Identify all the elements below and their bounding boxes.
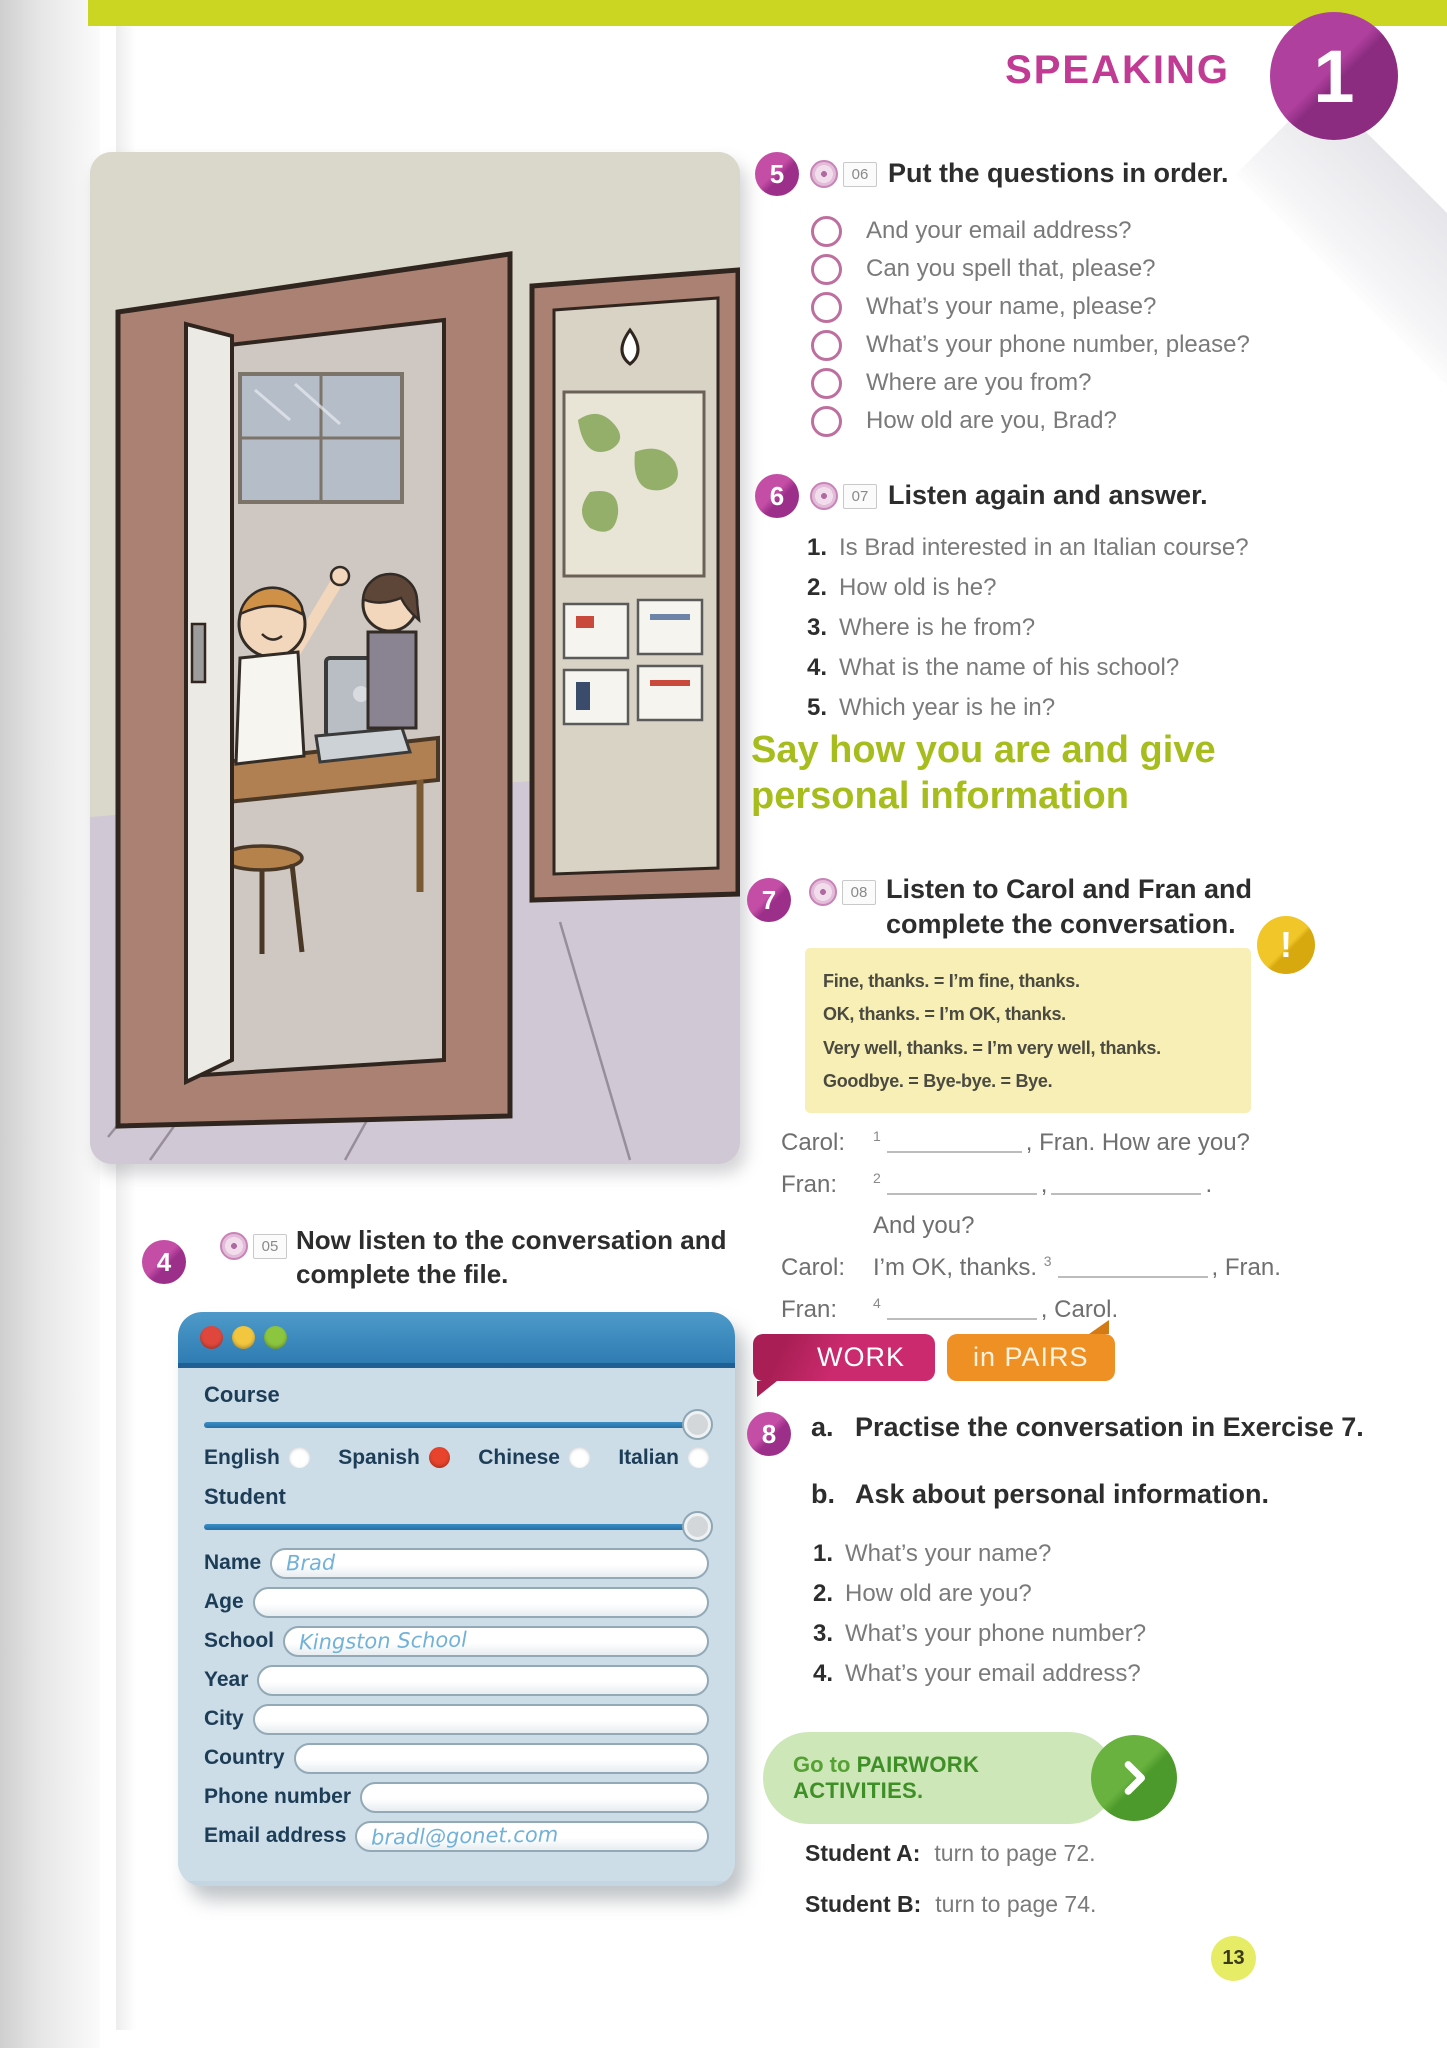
answer-order-circle[interactable] xyxy=(811,216,842,247)
conversation-text: . xyxy=(1205,1171,1213,1198)
list-item xyxy=(807,694,1249,722)
exercise-5-header xyxy=(755,152,1229,196)
language-options xyxy=(204,1446,709,1470)
exercise-number-badge: 5 xyxy=(755,152,799,196)
classroom-illustration-svg xyxy=(90,152,740,1164)
field-value: Brad xyxy=(285,1550,336,1576)
item-text: Where is he from? xyxy=(839,614,1036,641)
form-field-row xyxy=(204,1821,709,1852)
question-text: How old are you, Brad? xyxy=(866,407,1117,434)
audio-cd-icon xyxy=(809,878,837,906)
form-fields xyxy=(204,1548,709,1852)
conversation-text: , xyxy=(1040,1171,1048,1198)
exercise-number-badge: 6 xyxy=(755,474,799,518)
page-edge-shading xyxy=(0,0,100,2048)
item-text: Is Brad interested in an Italian course? xyxy=(839,534,1249,561)
language-radio[interactable] xyxy=(289,1447,310,1468)
field-input[interactable] xyxy=(270,1548,709,1579)
pairwork-arrow-button[interactable] xyxy=(1091,1735,1177,1821)
enrolment-form-window xyxy=(178,1312,735,1886)
exercise-title: Now listen to the conversation and complete the file. xyxy=(296,1225,727,1289)
blank-number: 2 xyxy=(873,1170,881,1186)
audio-track-control[interactable] xyxy=(810,160,877,188)
form-field-row xyxy=(204,1548,709,1579)
answer-blank[interactable] xyxy=(1051,1175,1201,1195)
part-label: a. xyxy=(811,1412,834,1442)
student-label: Student xyxy=(204,1483,286,1509)
order-question-row xyxy=(811,326,1250,364)
part-text: Practise the conversation in Exercise 7. xyxy=(855,1412,1364,1442)
blank-number: 3 xyxy=(1043,1253,1052,1269)
language-label: Italian xyxy=(618,1445,679,1469)
tip-line: Fine, thanks. = I’m fine, thanks. xyxy=(823,971,1080,991)
student-text: turn to page 74. xyxy=(935,1891,1097,1917)
conversation-content xyxy=(873,1253,1281,1282)
conversation-line xyxy=(781,1212,1381,1240)
alert-icon: ! xyxy=(1257,916,1315,974)
field-input[interactable] xyxy=(253,1704,709,1735)
blank-number: 1 xyxy=(873,1128,881,1144)
exercise-4 xyxy=(140,1224,740,1886)
conversation-line xyxy=(781,1253,1381,1282)
tip-line: OK, thanks. = I’m OK, thanks. xyxy=(823,1004,1066,1025)
answer-blank[interactable] xyxy=(887,1300,1037,1320)
question-text: Where are you from? xyxy=(866,369,1092,396)
language-radio[interactable] xyxy=(569,1447,590,1468)
item-number: 5. xyxy=(807,694,828,721)
list-item xyxy=(807,574,1249,602)
conversation-content xyxy=(873,1128,1250,1157)
item-number: 4. xyxy=(813,1660,834,1688)
exercise-title: Listen again and answer. xyxy=(888,480,1208,511)
language-label: English xyxy=(204,1445,280,1469)
item-number: 1. xyxy=(813,1540,834,1568)
audio-track-number: 05 xyxy=(253,1234,287,1259)
exercise-number-badge: 4 xyxy=(142,1240,186,1284)
field-input[interactable] xyxy=(253,1587,709,1618)
student-instructions xyxy=(805,1840,1096,1942)
audio-track-number: 07 xyxy=(843,484,877,509)
exercise-number-badge: 8 xyxy=(747,1412,791,1456)
field-value: Kingston School xyxy=(298,1627,468,1655)
conversation-line xyxy=(781,1170,1381,1199)
conversation-line xyxy=(781,1128,1381,1157)
audio-track-control[interactable] xyxy=(809,878,876,906)
audio-track-number: 06 xyxy=(843,162,877,187)
list-item xyxy=(813,1540,1371,1568)
tip-lines xyxy=(823,965,1233,1098)
order-question-row xyxy=(811,212,1250,250)
item-text: What’s your phone number? xyxy=(845,1620,1147,1648)
student-slider[interactable] xyxy=(204,1524,705,1530)
conversation-content xyxy=(873,1170,1212,1199)
question-text: What’s your phone number, please? xyxy=(866,331,1250,358)
window-zoom-icon[interactable] xyxy=(264,1326,287,1349)
part-text: Ask about personal information. xyxy=(855,1479,1270,1510)
form-field-row xyxy=(204,1626,709,1657)
answer-order-circle[interactable] xyxy=(811,406,842,437)
list-item xyxy=(807,534,1249,562)
tip-line: Very well, thanks. = I’m very well, thanks. xyxy=(823,1037,1161,1058)
audio-track-number: 08 xyxy=(842,880,876,905)
field-value: bradl@gonet.com xyxy=(371,1822,559,1850)
answer-order-circle[interactable] xyxy=(811,254,842,285)
form-field-row xyxy=(204,1743,709,1774)
exercise-number-badge: 7 xyxy=(747,878,791,922)
speaker-label: Carol: xyxy=(781,1129,846,1156)
field-label: Age xyxy=(204,1590,244,1614)
audio-cd-icon xyxy=(810,482,838,510)
item-text: How old are you? xyxy=(845,1580,1032,1608)
language-radio[interactable] xyxy=(688,1447,709,1468)
audio-track-control[interactable] xyxy=(220,1232,287,1260)
item-text: Which year is he in? xyxy=(839,694,1056,721)
order-question-row xyxy=(811,402,1250,440)
answer-blank[interactable] xyxy=(887,1133,1022,1153)
item-number: 3. xyxy=(813,1620,834,1648)
item-number: 1. xyxy=(807,534,828,561)
language-label: Spanish xyxy=(338,1445,420,1469)
blank-number: 4 xyxy=(873,1295,881,1311)
order-question-row xyxy=(811,250,1250,288)
form-field-row xyxy=(204,1587,709,1618)
form-field-row xyxy=(204,1782,709,1813)
item-number: 2. xyxy=(807,574,828,601)
page-number: 13 xyxy=(1211,1936,1256,1981)
conversation-line xyxy=(781,1295,1381,1324)
exercise-8 xyxy=(745,1408,1385,1700)
field-label: Phone number xyxy=(204,1785,352,1809)
conversation-gapfill xyxy=(781,1128,1381,1337)
answer-order-circle[interactable] xyxy=(811,368,842,399)
window-titlebar xyxy=(178,1312,735,1368)
item-text: What’s your name? xyxy=(845,1540,1052,1568)
section-heading: Say how you are and give personal information xyxy=(751,729,1216,817)
work-in-pairs-badges xyxy=(753,1334,1115,1381)
conversation-text: And you? xyxy=(873,1212,975,1239)
work-badge: WORK xyxy=(753,1334,935,1381)
question-text: And your email address? xyxy=(866,217,1132,244)
item-number: 4. xyxy=(807,654,828,681)
numbered-question-list xyxy=(807,534,1249,734)
field-label: Year xyxy=(204,1668,249,1692)
language-option xyxy=(338,1446,450,1470)
tip-line: Goodbye. = Bye-bye. = Bye. xyxy=(823,1070,1053,1091)
right-column xyxy=(745,0,1395,2048)
language-option xyxy=(478,1446,590,1470)
audio-cd-icon xyxy=(220,1232,248,1260)
list-item xyxy=(807,654,1249,682)
item-text: How old is he? xyxy=(839,574,997,601)
form-field-row xyxy=(204,1704,709,1735)
list-item xyxy=(813,1660,1371,1688)
order-question-row xyxy=(811,288,1250,326)
exercise-8b xyxy=(811,1475,1371,1514)
speaker-label: Fran: xyxy=(781,1171,838,1198)
unit-number-badge: 1 xyxy=(1270,12,1398,140)
speaker-label: Fran: xyxy=(781,1296,838,1323)
course-slider[interactable] xyxy=(204,1422,705,1428)
course-slider-knob[interactable] xyxy=(684,1411,711,1438)
student-slider-knob[interactable] xyxy=(684,1513,711,1540)
field-input[interactable] xyxy=(294,1743,710,1774)
item-number: 3. xyxy=(807,614,828,641)
language-radio[interactable] xyxy=(429,1447,450,1468)
conversation-content xyxy=(873,1212,974,1240)
student-label: Student B: xyxy=(805,1891,922,1917)
order-question-row xyxy=(811,364,1250,402)
item-number: 2. xyxy=(813,1580,834,1608)
form-body xyxy=(178,1368,735,1881)
answer-blank[interactable] xyxy=(1058,1258,1208,1278)
classroom-illustration xyxy=(90,152,740,1164)
list-item xyxy=(813,1620,1371,1648)
field-input[interactable] xyxy=(360,1782,709,1813)
exercise-title: Listen to Carol and Fran and complete the conversation. xyxy=(886,874,1253,940)
question-text: Can you spell that, please? xyxy=(866,255,1156,282)
field-input[interactable] xyxy=(283,1626,709,1657)
student-instruction-row xyxy=(805,1891,1096,1918)
item-text: What’s your email address? xyxy=(845,1660,1141,1688)
field-label: Country xyxy=(204,1746,285,1770)
language-label: Chinese xyxy=(478,1445,560,1469)
question-text: What’s your name, please? xyxy=(866,293,1157,320)
conversation-content xyxy=(873,1295,1118,1324)
student-label: Student A: xyxy=(805,1840,921,1866)
field-label: School xyxy=(204,1629,275,1653)
numbered-question-list xyxy=(813,1540,1371,1688)
answer-order-circle[interactable] xyxy=(811,292,842,323)
pairwork-label: PAIRWORK ACTIVITIES. xyxy=(793,1752,980,1803)
answer-blank[interactable] xyxy=(887,1175,1037,1195)
tip-box xyxy=(805,924,1292,1113)
list-item xyxy=(813,1580,1371,1608)
conversation-text: , Fran. xyxy=(1211,1254,1281,1281)
speaker-label: Carol: xyxy=(781,1254,846,1281)
student-text: turn to page 72. xyxy=(934,1840,1096,1866)
language-option xyxy=(204,1446,310,1470)
window-minimize-icon[interactable] xyxy=(232,1326,255,1349)
exercise-6-header xyxy=(755,474,1208,518)
chevron-right-icon xyxy=(1114,1758,1154,1798)
field-input[interactable] xyxy=(355,1821,709,1852)
answer-order-circle[interactable] xyxy=(811,330,842,361)
pairwork-activities-button[interactable] xyxy=(763,1732,1115,1824)
part-label: b. xyxy=(811,1479,835,1510)
conversation-text: , Carol. xyxy=(1040,1296,1119,1323)
item-text: What is the name of his school? xyxy=(839,654,1180,681)
goto-label: Go to xyxy=(793,1752,851,1777)
conversation-text: , Fran. How are you? xyxy=(1025,1129,1250,1156)
window-close-icon[interactable] xyxy=(200,1326,223,1349)
field-label: Name xyxy=(204,1551,262,1575)
form-field-row xyxy=(204,1665,709,1696)
audio-track-control[interactable] xyxy=(810,482,877,510)
in-pairs-badge: in PAIRS xyxy=(947,1334,1115,1381)
exercise-4-header xyxy=(140,1224,740,1292)
page-title: SPEAKING xyxy=(1005,48,1230,92)
order-question-list xyxy=(811,212,1250,440)
conversation-text: I’m OK, thanks. xyxy=(873,1254,1044,1281)
course-label: Course xyxy=(204,1381,280,1407)
exercise-8a xyxy=(811,1408,1371,1447)
student-instruction-row xyxy=(805,1840,1096,1867)
audio-cd-icon xyxy=(810,160,838,188)
exercise-title: Put the questions in order. xyxy=(888,158,1229,189)
language-option xyxy=(618,1446,709,1470)
field-label: City xyxy=(204,1707,244,1731)
field-label: Email address xyxy=(204,1824,347,1848)
field-input[interactable] xyxy=(257,1665,709,1696)
list-item xyxy=(807,614,1249,642)
